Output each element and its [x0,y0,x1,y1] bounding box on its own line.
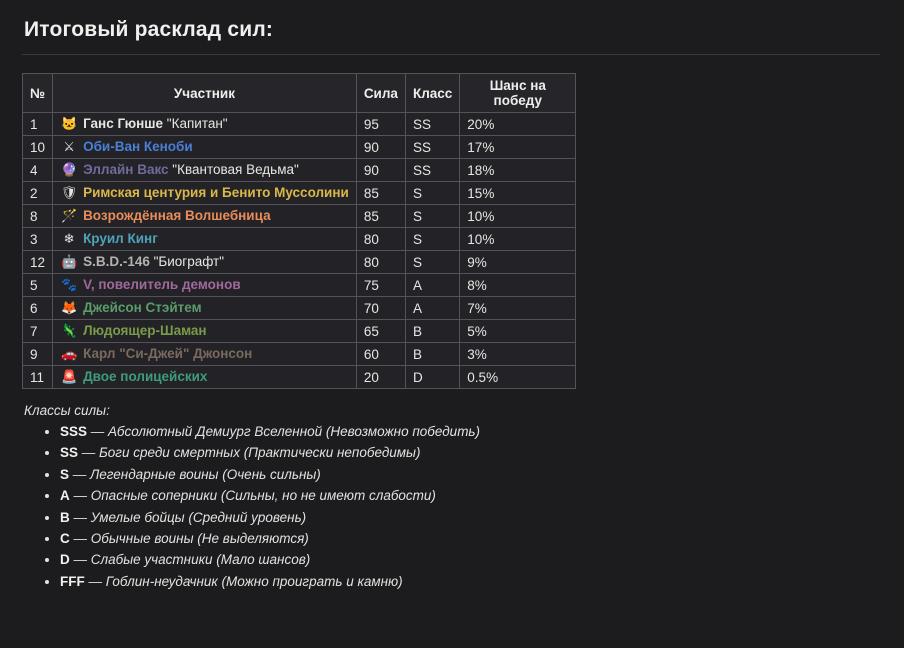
row-number: 7 [23,320,53,343]
table-row [23,343,576,366]
participant-name: Двое полицейских [83,369,208,384]
chance-value: 5% [460,320,576,343]
class-value: B [405,320,459,343]
participant-cell [53,113,357,136]
class-value: S [405,205,459,228]
class-value: SS [405,159,459,182]
class-legend-item [60,510,884,527]
participant-cell [53,274,357,297]
class-value: SS [405,136,459,159]
participant-name: Людоящер-Шаман [83,323,207,338]
classes-label: Классы силы: [24,403,110,418]
participant-name: Оби-Ван Кеноби [83,139,193,154]
shield-icon: 🛡 [60,185,78,200]
class-code: SSS [60,424,88,439]
table-row [23,274,576,297]
table-row [23,228,576,251]
power-value: 90 [356,159,405,182]
chance-value: 8% [460,274,576,297]
class-code: S [60,466,70,482]
header-participant: Участник [53,74,357,113]
power-value: 65 [356,320,405,343]
header-class: Класс [405,74,459,113]
title-divider [22,54,880,55]
participant-cell [53,205,357,228]
chance-value: 17% [460,136,576,159]
participant-name: Джейсон Стэйтем [83,300,202,315]
crossed-swords-icon: ⚔ [63,139,75,154]
power-value: 90 [356,136,405,159]
police-light-icon: 🚨 [60,369,78,384]
row-number: 10 [23,136,53,159]
class-description: — Слабые участники (Мало шансов) [69,552,311,568]
class-legend-item [60,445,884,462]
row-number: 4 [23,159,53,182]
power-value: 70 [356,297,405,320]
power-value: 75 [356,274,405,297]
class-description: — Абсолютный Демиург Вселенной (Невозможно победить) [87,424,481,439]
class-code: SS [60,445,79,461]
ranking-table [22,73,576,389]
power-value: 85 [356,205,405,228]
table-body [23,113,576,389]
participant-name: Римская центурия и Бенито Муссолини [83,185,349,200]
class-description: — Боги среди смертных (Практически непобедимы) [78,445,421,461]
class-value: S [405,251,459,274]
chance-value: 3% [460,343,576,366]
power-value: 85 [356,182,405,205]
class-legend-item [60,531,884,548]
row-number: 11 [23,366,53,389]
table-row [23,113,576,136]
class-code: FFF [60,573,85,589]
chance-value: 0.5% [460,366,576,389]
class-description: — Опасные соперники (Сильны, но не имеют слабости) [69,488,436,504]
table-row [23,320,576,343]
participant-name: V, повелитель демонов [83,277,241,292]
row-number: 1 [23,113,53,136]
chance-value: 10% [460,228,576,251]
participant-name: Круил Кинг [83,231,158,246]
power-value: 60 [356,343,405,366]
magic-wand-icon: 🪄 [60,208,78,223]
header-chance: Шанс на победу [460,74,576,113]
participant-cell [53,228,357,251]
class-legend-item [60,574,884,591]
class-description: — Обычные воины (Не выделяются) [69,530,309,546]
robot-icon: 🤖 [60,254,78,269]
classes-list [42,424,884,591]
snowflake-icon: ❄ [63,231,75,246]
participant-cell [53,320,357,343]
class-description: — Легендарные воины (Очень сильны) [69,466,321,482]
participant-cell [53,182,357,205]
chance-value: 18% [460,159,576,182]
chance-value: 20% [460,113,576,136]
power-value: 80 [356,251,405,274]
participant-alias: "Биографт" [149,254,225,269]
cat-face-icon: 🐱 [60,116,78,131]
participant-alias: "Квантовая Ведьма" [168,162,299,177]
header-power: Сила [356,74,405,113]
row-number: 12 [23,251,53,274]
row-number: 2 [23,182,53,205]
power-value: 95 [356,113,405,136]
class-value: D [405,366,459,389]
class-value: SS [405,113,459,136]
class-value: B [405,343,459,366]
class-code: A [60,488,70,504]
class-code: C [60,530,70,546]
fox-face-icon: 🦊 [60,300,78,315]
header-num: № [23,74,53,113]
car-icon: 🚗 [60,346,78,361]
class-value: A [405,297,459,320]
participant-cell [53,297,357,320]
table-row [23,182,576,205]
participant-name: Эллайн Вакс [83,162,169,177]
lizard-icon: 🦎 [60,323,78,338]
table-row [23,297,576,320]
participant-name: Возрождённая Волшебница [83,208,271,223]
participant-cell [53,159,357,182]
class-value: S [405,182,459,205]
table-row [23,159,576,182]
participant-name: Карл "Си-Джей" Джонсон [83,346,253,361]
crystal-ball-icon: 🔮 [60,162,78,177]
row-number: 8 [23,205,53,228]
class-legend-item [60,552,884,569]
class-legend-item [60,488,884,505]
participant-cell [53,366,357,389]
row-number: 9 [23,343,53,366]
chance-value: 9% [460,251,576,274]
class-code: B [60,509,70,525]
class-value: S [405,228,459,251]
table-header-row [23,74,576,113]
participant-cell [53,136,357,159]
participant-alias: "Капитан" [163,116,228,131]
table-row [23,366,576,389]
page-title: Итоговый расклад сил: [24,18,274,41]
class-description: — Умелые бойцы (Средний уровень) [69,509,307,525]
chance-value: 15% [460,182,576,205]
table-header [23,74,576,113]
row-number: 3 [23,228,53,251]
chance-value: 10% [460,205,576,228]
table-row [23,205,576,228]
chance-value: 7% [460,297,576,320]
table-row [23,136,576,159]
class-description: — Гоблин-неудачник (Можно проиграть и камню) [84,573,403,589]
power-value: 20 [356,366,405,389]
row-number: 6 [23,297,53,320]
participant-cell [53,251,357,274]
power-value: 80 [356,228,405,251]
participant-cell [53,343,357,366]
row-number: 5 [23,274,53,297]
paw-print-icon: 🐾 [60,277,78,292]
class-legend-item [60,424,884,441]
participant-name: S.B.D.-146 [83,254,150,269]
class-legend-item [60,467,884,484]
class-code: D [60,552,70,568]
participant-name: Ганс Гюнше [83,116,164,131]
table-row [23,251,576,274]
class-value: A [405,274,459,297]
